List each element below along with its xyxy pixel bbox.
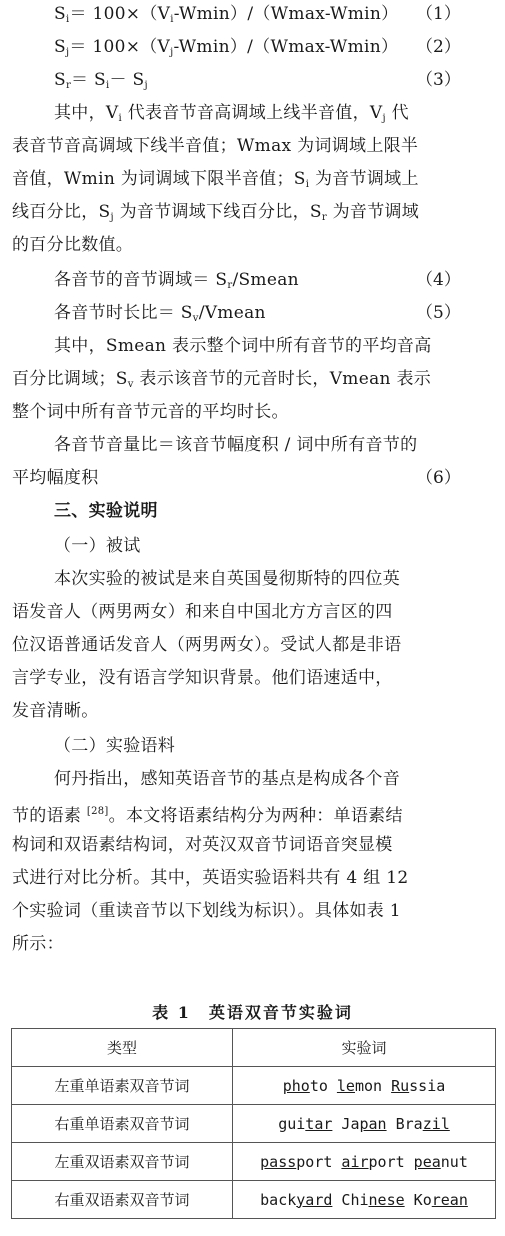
unstressed-syllable: back — [260, 1190, 297, 1209]
formula-5: 各音节时长比＝ $S_v$/Vmean — [54, 303, 266, 324]
stressed-syllable: rean — [431, 1190, 468, 1209]
cell-type: 左重单语素双音节词 — [12, 1067, 233, 1105]
subsection-heading-2: （二）实验语料 — [54, 736, 176, 756]
stressed-syllable: Ru — [391, 1076, 410, 1095]
paragraph-5-line: 构词和双语素结构词，对英汉双音节词语音突显模 — [12, 835, 393, 855]
formula-1: $S_i= 100\times(V_i-Wmin)/(Wmax-Wmin)$ — [54, 4, 399, 25]
word-separator — [405, 1153, 414, 1171]
citation-ref[interactable]: [28] — [86, 806, 109, 817]
equation-number-2: （2） — [416, 37, 461, 57]
paragraph-5-line: 何丹指出，感知英语音节的基点是构成各个音 — [54, 769, 400, 789]
word-separator — [405, 1191, 414, 1209]
word-separator — [382, 1077, 391, 1095]
paragraph-5-line: 式进行对比分析。其中，英语实验语料共有 4 组 12 — [12, 868, 409, 888]
equation-number-5: （5） — [416, 303, 461, 323]
unstressed-syllable: mon — [354, 1076, 383, 1095]
paragraph-2-line: 其中，Smean 表示整个词中所有音节的平均音高 — [54, 336, 432, 356]
equation-number-6: （6） — [416, 468, 461, 488]
word-separator — [387, 1115, 396, 1133]
table-header-row — [12, 1029, 496, 1067]
section-heading: 三、实验说明 — [54, 501, 158, 521]
column-header-words: 实验词 — [233, 1029, 496, 1067]
table-row — [12, 1067, 496, 1105]
cell-words — [233, 1105, 496, 1143]
unstressed-syllable: Ja — [341, 1114, 360, 1133]
paragraph-4-line: 发音清晰。 — [12, 701, 99, 721]
stressed-syllable: yard — [296, 1190, 333, 1209]
unstressed-syllable: Bra — [395, 1114, 423, 1133]
unstressed-syllable: Ko — [413, 1190, 432, 1209]
stressed-syllable: le — [336, 1076, 355, 1095]
unstressed-syllable: nut — [440, 1152, 468, 1171]
cell-type: 左重双语素双音节词 — [12, 1143, 233, 1181]
stressed-syllable: pan — [359, 1114, 387, 1133]
paragraph-2-line: 百分比调域；$S_v$ 表示该音节的元音时长，Vmean 表示 — [12, 369, 432, 390]
paragraph-5-line: 所示： — [12, 934, 64, 954]
unstressed-syllable: to — [309, 1076, 328, 1095]
paragraph-4-line: 言学专业，没有语言学知识背景。他们语速适中， — [12, 668, 393, 688]
stressed-syllable: pass — [260, 1152, 297, 1171]
table-row — [12, 1105, 496, 1143]
paragraph-1-line: 的百分比数值。 — [12, 235, 134, 255]
cell-type: 右重双语素双音节词 — [12, 1181, 233, 1219]
unstressed-syllable: Chi — [341, 1190, 369, 1209]
paragraph-1-line: 其中，$V_i$ 代表音节音高调域上线半音值，$V_j$ 代 — [54, 103, 409, 124]
paragraph-4-line: 本次实验的被试是来自英国曼彻斯特的四位英 — [54, 569, 400, 589]
paragraph-5-line: 个实验词（重读音节以下划线为标识）。具体如表 1 — [12, 901, 401, 921]
equation-number-1: （1） — [416, 4, 461, 24]
formula-4: 各音节的音节调域＝ $S_r$/Smean — [54, 270, 299, 291]
unstressed-syllable: gui — [278, 1114, 306, 1133]
table-row — [12, 1143, 496, 1181]
paragraph-3-line: 各音节音量比＝该音节幅度积 / 词中所有音节的 — [54, 435, 418, 455]
cell-words — [233, 1143, 496, 1181]
stressed-syllable: air — [341, 1152, 369, 1171]
formula-2: $S_j= 100\times(V_j-Wmin)/(Wmax-Wmin)$ — [54, 37, 399, 58]
unstressed-syllable: port — [296, 1152, 333, 1171]
cell-words — [233, 1067, 496, 1105]
unstressed-syllable: port — [368, 1152, 405, 1171]
table-row — [12, 1181, 496, 1219]
paragraph-1-line: 音值，Wmin 为词调域下限半音值；$S_i$ 为音节调域上 — [12, 169, 419, 190]
paragraph-4-line: 位汉语普通话发音人（两男两女）。受试人都是非语 — [12, 635, 402, 655]
formula-3: $S_r= S_i- S_j$ — [54, 70, 148, 91]
paragraph-4-line: 语发音人（两男两女）和来自中国北方方言区的四 — [12, 602, 393, 622]
paragraph-2-line: 整个词中所有音节元音的平均时长。 — [12, 402, 289, 422]
cell-type: 右重单语素双音节词 — [12, 1105, 233, 1143]
table-caption: 表 1 英语双音节实验词 — [152, 1003, 353, 1022]
stressed-syllable: pho — [282, 1076, 310, 1095]
cell-words — [233, 1181, 496, 1219]
stressed-syllable: pea — [413, 1152, 441, 1171]
stressed-syllable: nese — [368, 1190, 405, 1209]
stressed-syllable: zil — [422, 1114, 450, 1133]
stressed-syllable: tar — [305, 1114, 333, 1133]
equation-number-3: （3） — [416, 70, 461, 90]
word-separator — [328, 1077, 337, 1095]
paragraph-3-line: 平均幅度积 — [12, 468, 99, 488]
unstressed-syllable: ssia — [409, 1076, 446, 1095]
subsection-heading-1: （一）被试 — [54, 536, 141, 556]
paragraph-1-line: 线百分比，$S_j$ 为音节调域下线百分比，$S_r$ 为音节调域 — [12, 202, 420, 223]
paragraph-5-line: 节的语素 [28]。本文将语素结构分为两种：单语素结 — [12, 806, 403, 826]
experiment-words-table — [11, 1028, 496, 1219]
paragraph-1-line: 表音节音高调域下线半音值；Wmax 为词调域上限半 — [12, 136, 419, 156]
equation-number-4: （4） — [416, 270, 461, 290]
column-header-type: 类型 — [12, 1029, 233, 1067]
